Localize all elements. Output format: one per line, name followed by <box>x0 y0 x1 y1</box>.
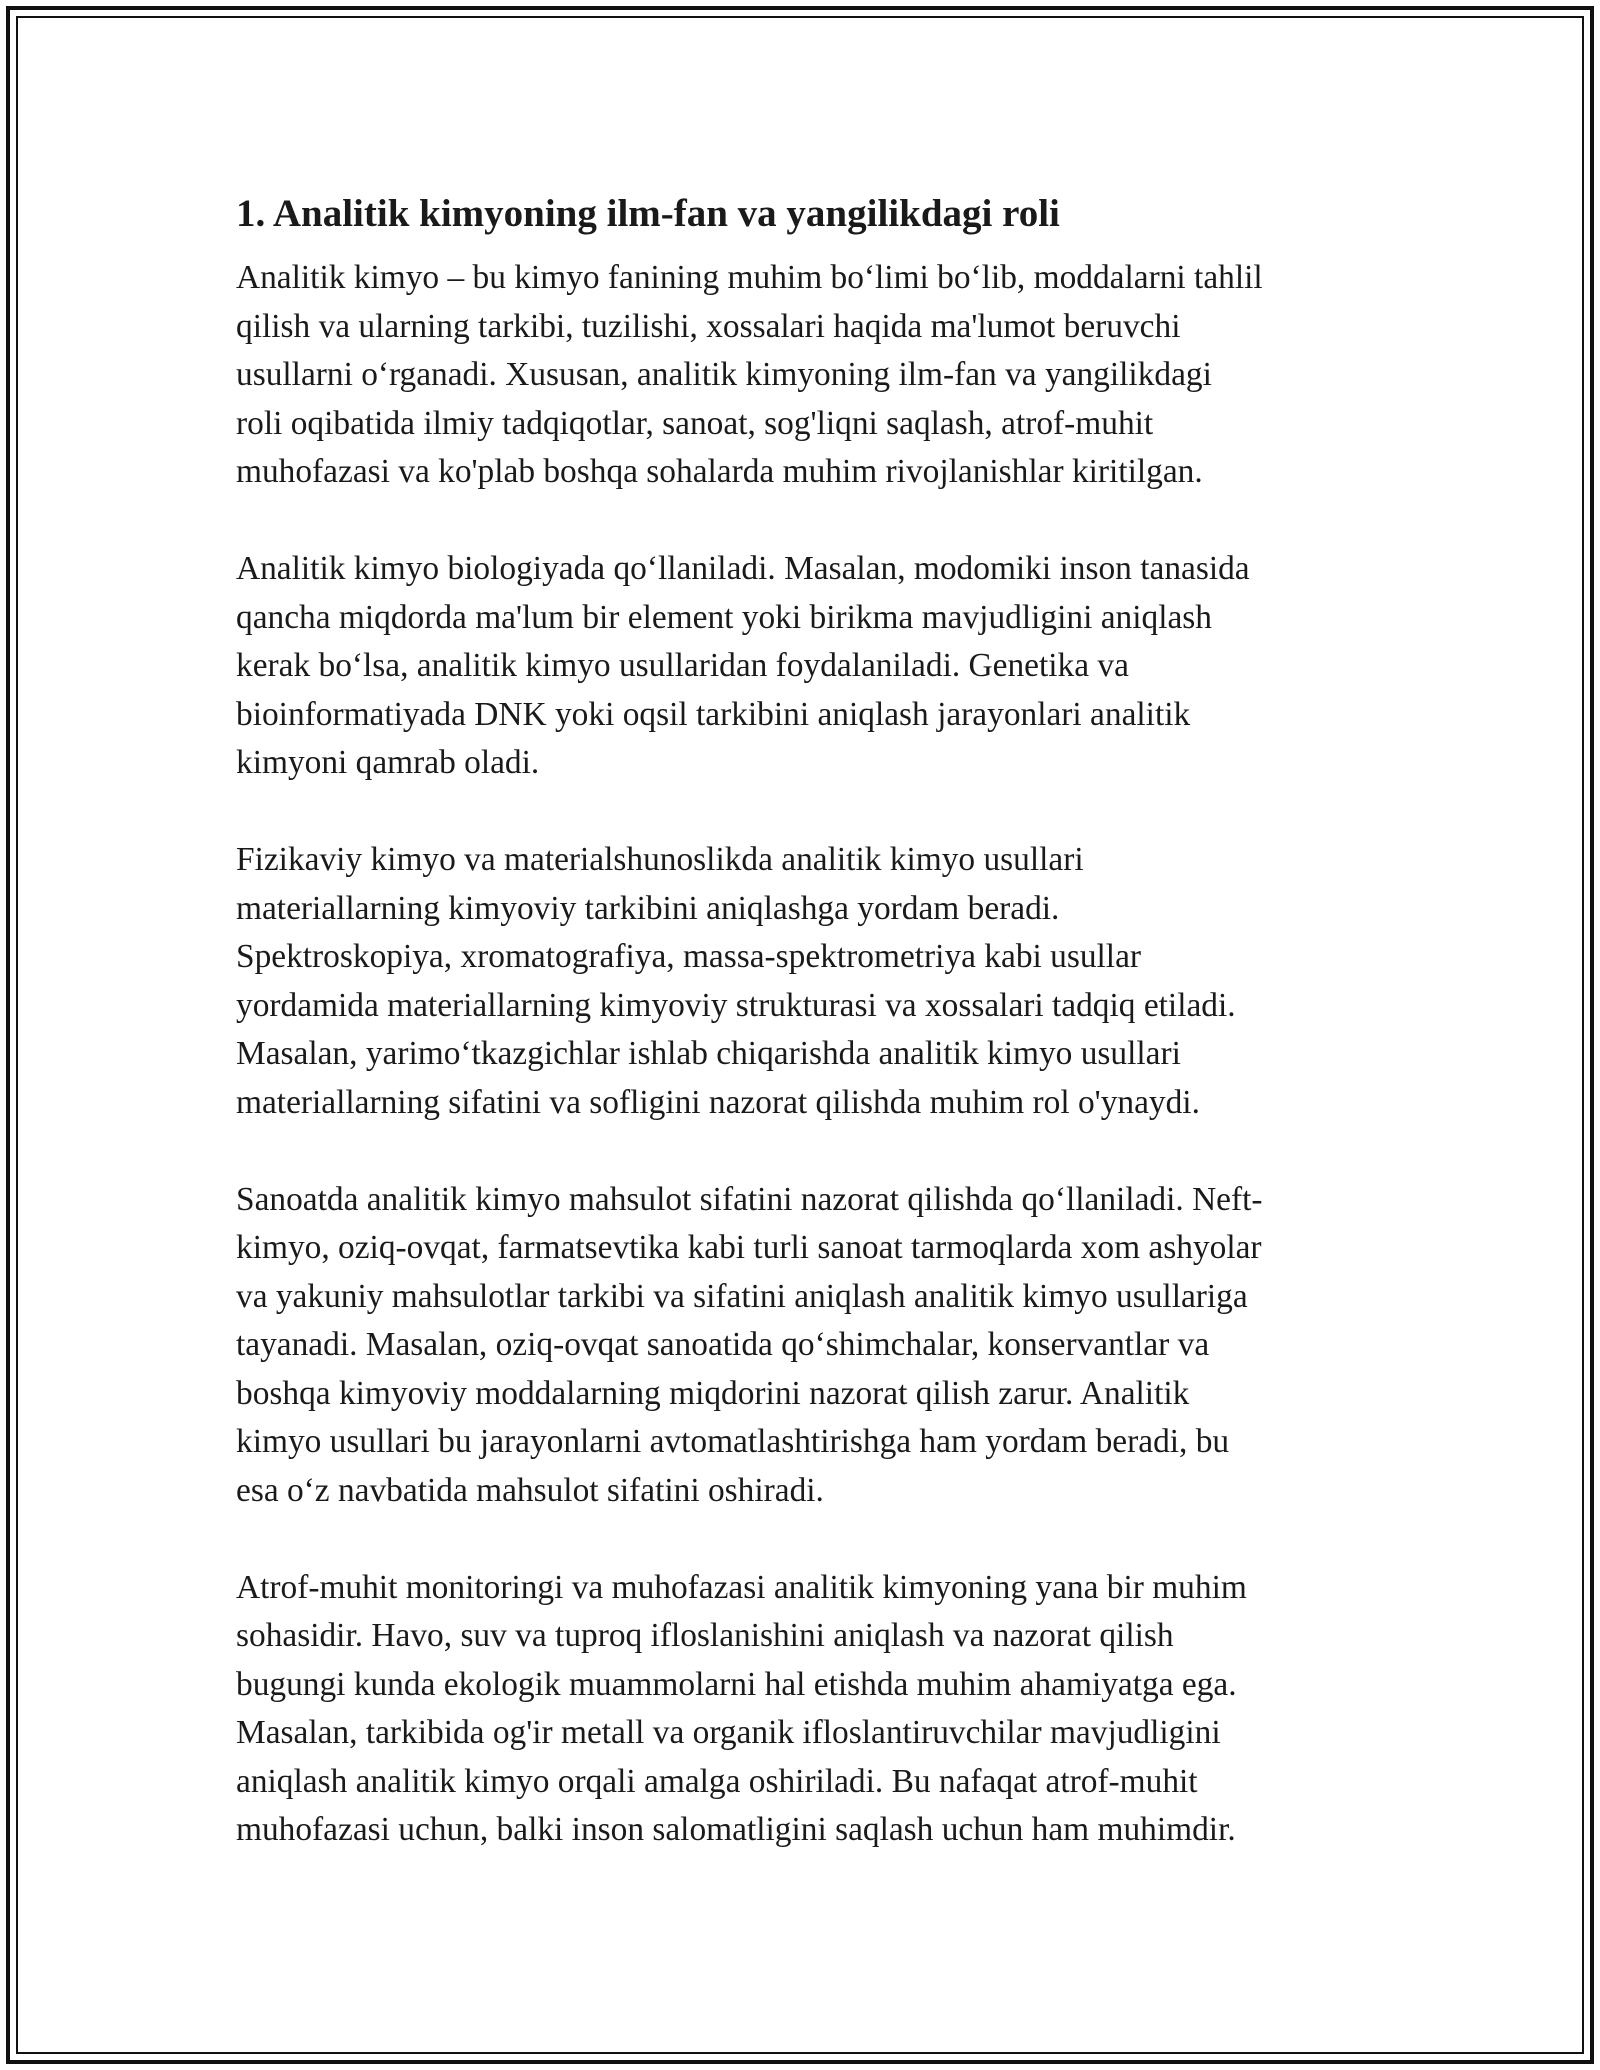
text-line: qancha miqdorda ma'lum bir element yoki birikma mavjudligini aniqlash <box>236 598 1212 636</box>
text-line: kerak bo‘lsa, analitik kimyo usullaridan foydalaniladi. Genetika va <box>236 647 1129 684</box>
text-line: roli oqibatida ilmiy tadqiqotlar, sanoat, sog'liqni saqlash, atrof-muhit <box>236 404 1154 442</box>
text-line: tayanadi. Masalan, oziq-ovqat sanoatida qo‘shimchalar, konservantlar va <box>236 1326 1210 1363</box>
text-line: qilish va ularning tarkibi, tuzilishi, xossalari haqida ma'lumot beruvchi <box>236 307 1181 345</box>
text-line: Masalan, yarimo‘tkazgichlar ishlab chiqarishda analitik kimyo usullari <box>236 1035 1181 1072</box>
text-line: materiallarning sifatini va sofligini nazorat qilishda muhim rol o'ynaydi. <box>236 1083 1200 1121</box>
text-line: usullarni o‘rganadi. Xususan, analitik kimyoning ilm-fan va yangilikdagi <box>236 356 1212 393</box>
text-line: materiallarning kimyoviy tarkibini aniqlashga yordam beradi. <box>236 889 1060 927</box>
paragraph-industry <box>236 1176 1366 1516</box>
text-line: sohasidir. Havo, suv va tuproq ifloslanishini aniqlash va nazorat qilish <box>236 1617 1174 1654</box>
text-line: kimyoni qamrab oladi. <box>236 744 540 781</box>
text-line: bioinformatiyada DNK yoki oqsil tarkibini aniqlash jarayonlari analitik <box>236 695 1191 733</box>
paragraph-environment <box>236 1564 1366 1855</box>
text-line: Sanoatda analitik kimyo mahsulot sifatini nazorat qilishda qo‘llaniladi. Neft- <box>236 1180 1263 1218</box>
text-line: aniqlash analitik kimyo orqali amalga oshiriladi. Bu nafaqat atrof-muhit <box>236 1762 1198 1800</box>
text-line: Masalan, tarkibida og'ir metall va organik ifloslantiruvchilar mavjudligini <box>236 1714 1221 1751</box>
text-line: muhofazasi va ko'plab boshqa sohalarda muhim rivojlanishlar kiritilgan. <box>236 453 1203 490</box>
text-line: esa o‘z navbatida mahsulot sifatini oshiradi. <box>236 1471 824 1509</box>
text-line: va yakuniy mahsulotlar tarkibi va sifatini aniqlash analitik kimyo usullariga <box>236 1277 1248 1315</box>
text-line: boshqa kimyoviy moddalarning miqdorini nazorat qilish zarur. Analitik <box>236 1374 1190 1412</box>
paragraph-intro <box>236 254 1366 497</box>
text-line: muhofazasi uchun, balki inson salomatligini saqlash uchun ham muhimdir. <box>236 1811 1236 1848</box>
text-line: kimyo, oziq-ovqat, farmatsevtika kabi turli sanoat tarmoqlarda xom ashyolar <box>236 1229 1262 1266</box>
paragraph-biology <box>236 545 1366 788</box>
text-line: Atrof-muhit monitoringi va muhofazasi analitik kimyoning yana bir muhim <box>236 1568 1247 1606</box>
paragraph-materials <box>236 836 1366 1127</box>
text-line: bugungi kunda ekologik muammolarni hal etishda muhim ahamiyatga ega. <box>236 1665 1237 1703</box>
section-heading: 1. Analitik kimyoning ilm-fan va yangilikdagi roli <box>236 192 1060 235</box>
text-line: kimyo usullari bu jarayonlarni avtomatlashtirishga ham yordam beradi, bu <box>236 1423 1230 1460</box>
document-body <box>236 186 1366 1903</box>
text-line: Analitik kimyo – bu kimyo fanining muhim bo‘limi bo‘lib, moddalarni tahlil <box>236 259 1263 296</box>
text-line: Fizikaviy kimyo va materialshunoslikda analitik kimyo usullari <box>236 841 1084 878</box>
text-line: Analitik kimyo biologiyada qo‘llaniladi. Masalan, modomiki inson tanasida <box>236 550 1250 587</box>
text-line: yordamida materiallarning kimyoviy strukturasi va xossalari tadqiq etiladi. <box>236 986 1236 1024</box>
text-line: Spektroskopiya, xromatografiya, massa-spektrometriya kabi usullar <box>236 938 1142 975</box>
